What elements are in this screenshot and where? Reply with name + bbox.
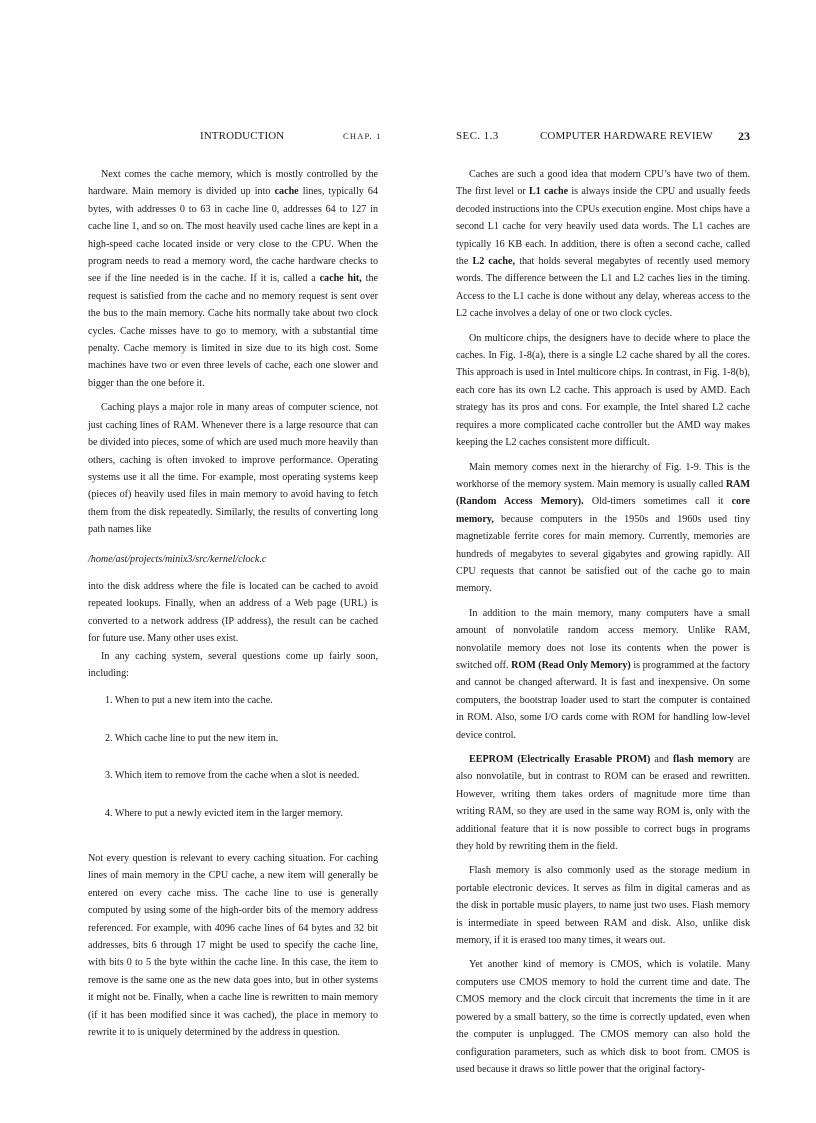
paragraph: In addition to the main memory, many computers have a small amount of nonvolatile random access memory. Unlike RAM, nonvolatile memory does not lose its contents when the power is switched off. ROM (Read Only Memory) is programmed at the factory and cannot be changed afterward. It is fast and inexpensive. On some computers, the bootstrap loader used to start the computer is contained in ROM. Also, some I/O cards come with ROM for handling low-level device control.	[456, 607, 750, 741]
paragraph: into the disk address where the file is located can be cached to avoid repeated lookups. Finally, when an address of a Web page (URL) is converted to a network address (IP address), the result can be cached for future use. Many other uses exist.	[88, 580, 378, 645]
paragraph: Caching plays a major role in many areas of computer science, not just caching lines of RAM. Whenever there is a large resource that can be divided into pieces, some of which are used much more heavily than others, caching is often invoked to improve performance. Operating systems use it all the time. For example, most operating systems keep (pieces of) heavily used files in main memory to avoid having to fetch them from the disk repeatedly. Similarly, the results of converting long path names like	[88, 402, 378, 536]
running-head	[456, 128, 750, 144]
paragraph: Not every question is relevant to every caching situation. For caching lines of main memory in the CPU cache, a new item will generally be entered on every cache miss. The cache line to use is generally computed by using some of the high-order bits of the memory address referenced. For example, with 4096 cache lines of 64 bytes and 32 bit addresses, bits 6 through 17 might be used to specify the cache line, with bits 0 to 5 the byte within the cache line. In this case, the item to remove is the same one as the new data goes into, but in other systems it might not be. Finally, when a cache line is rewritten to main memory (if it has been modified since it was cached), the place in memory to rewrite it to is uniquely determined by the address in question.	[88, 853, 378, 1039]
paragraph: Next comes the cache memory, which is mostly controlled by the hardware. Main memory is divided up into cache lines, typically 64 bytes, with addresses 0 to 63 in cache line 0, addresses 64 to 127 in cache line 1, and so on. The most heavily used cache lines are kept in a high-speed cache located inside or very close to the CPU. When the program needs to read a memory word, the cache hardware checks to see if the line needed is in the cache. If it is, called a cache hit, the request is satisfied from the cache and no memory request is sent over the bus to the main memory. Cache hits normally take about two clock cycles. Cache misses have to go to memory, with a substantial time penalty. Cache memory is limited in size due to its high cost. Some machines have two or even three levels of cache, each one slower and bigger than the one before it.	[88, 169, 379, 389]
term-eeprom: EEPROM (Electrically Erasable PROM)	[469, 754, 651, 765]
list-item: 4. Where to put a newly evicted item in the larger memory.	[105, 807, 344, 819]
term-cache: cache	[274, 186, 299, 198]
list-item: 3. Which item to remove from the cache when a slot is needed.	[105, 770, 360, 782]
left-body	[88, 166, 378, 1041]
path-example: /home/ast/projects/minix3/src/kernel/clock.c	[88, 553, 267, 565]
running-title: COMPUTER HARDWARE REVIEW	[540, 130, 713, 142]
paragraph: Caches are such a good idea that modern CPU’s have two of them. The first level or L1 cache is always inside the CPU and usually feeds decoded instructions into the CPUs execution engine. Most chips have a second L1 cache for very heavily used data words. The L1 caches are typically 16 KB each. In addition, there is often a second cache, called the L2 cache, that holds several megabytes of recently used memory words. The difference between the L1 and L2 caches lies in the timing. Access to the L1 cache is done without any delay, whereas access to the L2 cache involves a delay of one or two clock cycles.	[456, 169, 751, 320]
paragraph: Yet another kind of memory is CMOS, which is volatile. Many computers use CMOS memory to hold the current time and date. The CMOS memory and the clock circuit that increments the time in it are powered by a small battery, so the time is correctly updated, even when the computer is unplugged. The CMOS memory can also hold the configuration parameters, such as which disk to boot from. CMOS is used because it draws so little power that the original factory-	[456, 959, 750, 1075]
term-cache-hit: cache hit,	[319, 273, 362, 285]
paragraph: Flash memory is also commonly used as the storage medium in portable electronic devices. It serves as film in digital cameras and as the disk in portable music players, to name just two uses. Flash memory is intermediate in speed between RAM and disk. Also, unlike disk memory, if it is erased too many times, it wears out.	[456, 865, 750, 947]
chapter-label: CHAP. 1	[343, 131, 382, 141]
paragraph: EEPROM (Electrically Erasable PROM) and flash memory are also nonvolatile, but in contrast to ROM can be erased and rewritten. However, writing them takes orders of magnitude more time than writing RAM, so they are used in the same way ROM is, only with the additional feature that it is now possible to correct bugs in programs they hold by rewriting them in the field.	[456, 754, 750, 853]
paragraph: Main memory comes next in the hierarchy of Fig. 1-9. This is the workhorse of the memory system. Main memory is usually called RAM (Random Access Memory). Old-timers sometimes call it core memory, because computers in the 1950s and 1960s used tiny magnetizable ferrite cores for main memory. Currently, memories are hundreds of megabytes to several gigabytes and growing rapidly. All CPU requests that cannot be satisfied out of the cache go to main memory.	[456, 461, 750, 595]
term-l1-cache: L1 cache	[528, 186, 569, 198]
term-core-memory: core memory,	[456, 496, 750, 525]
list-item: 1. When to put a new item into the cache.	[105, 695, 273, 707]
list-item: 2. Which cache line to put the new item in.	[105, 732, 279, 744]
running-title: INTRODUCTION	[200, 130, 285, 142]
term-flash-memory: flash memory	[673, 754, 734, 765]
running-head	[88, 128, 382, 144]
term-ram: RAM (Random Access Memory).	[456, 478, 750, 508]
paragraph: In any caching system, several questions come up fairly soon, including:	[88, 650, 378, 679]
page-number: 23	[738, 129, 750, 143]
caching-questions-list	[88, 692, 378, 822]
term-l2-cache: L2 cache,	[472, 256, 516, 268]
term-rom: ROM (Read Only Memory)	[511, 659, 631, 671]
right-body	[456, 166, 750, 1078]
section-label: SEC. 1.3	[456, 130, 499, 142]
paragraph: On multicore chips, the designers have to decide where to place the caches. In Fig. 1-8(a), there is a single L2 cache shared by all the cores. This approach is used in Intel multicore chips. In contrast, in Fig. 1-8(b), each core has its own L2 cache. This approach is used by AMD. Each strategy has its pros and cons. For example, the Intel shared L2 cache requires a more complicated cache controller but the AMD way makes keeping the L2 caches consistent more difficult.	[456, 332, 750, 449]
